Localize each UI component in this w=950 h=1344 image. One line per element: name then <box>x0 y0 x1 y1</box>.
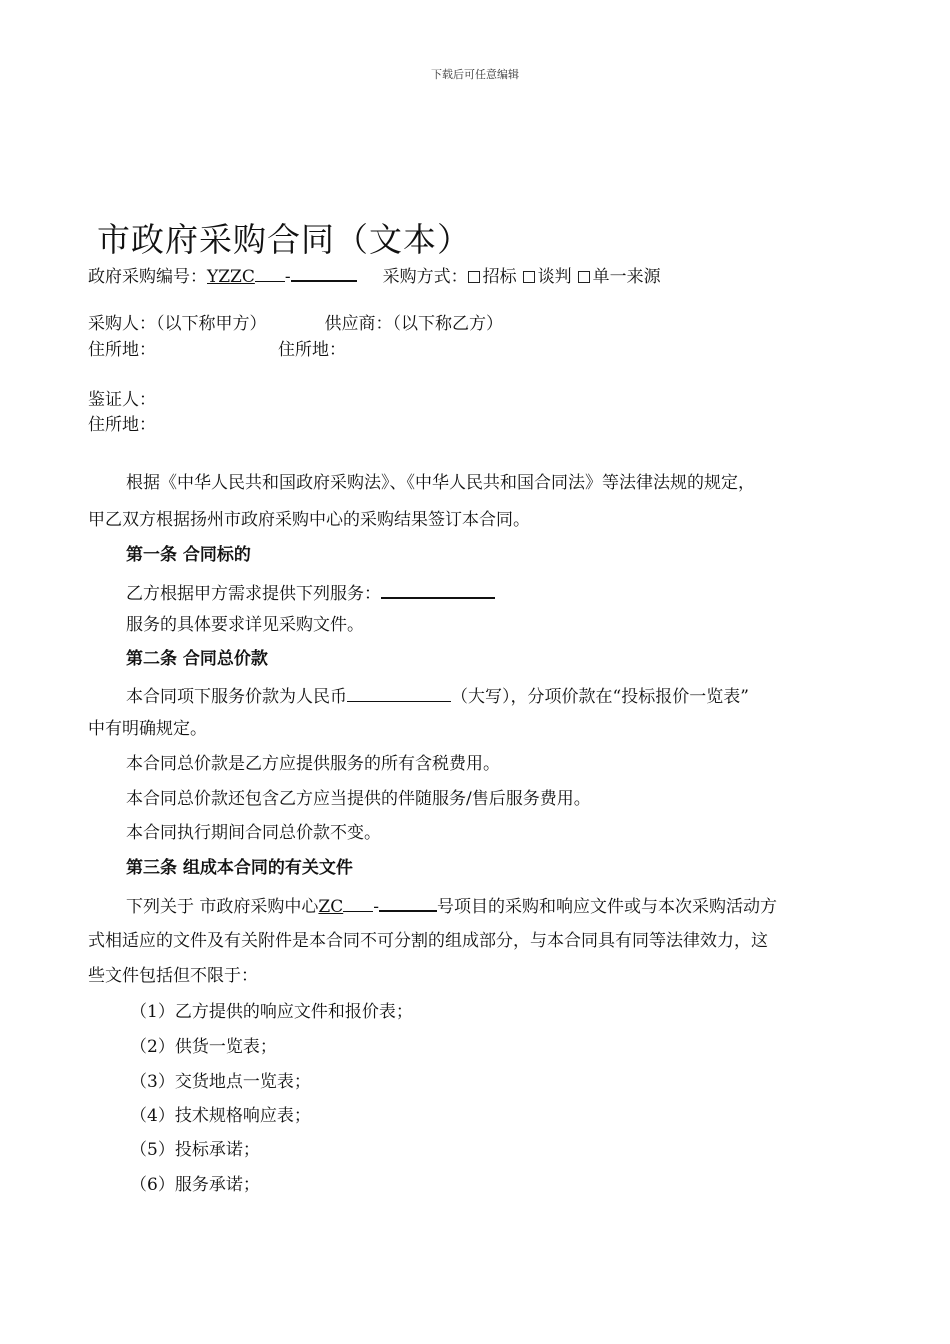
article-2-price-detail: （大写），分项价款在“投标报价一览表” <box>451 687 749 707</box>
article-1-line-2: 服务的具体要求详见采购文件。 <box>126 615 364 635</box>
list-item: （2）供货一览表； <box>130 1037 277 1057</box>
contract-title: 市政府采购合同（文本） <box>97 220 471 259</box>
witness-label: 鉴证人： <box>88 390 156 410</box>
article-3-dash: - <box>373 897 379 917</box>
checkbox-tender[interactable] <box>468 271 480 283</box>
article-3-line-3: 些文件包括但不限于： <box>88 966 258 986</box>
procurement-method-label: 采购方式： <box>382 267 468 287</box>
checkbox-single-source[interactable] <box>578 271 590 283</box>
list-item: （5）投标承诺； <box>130 1140 260 1160</box>
supplier-address-label: 住所地： <box>278 340 346 360</box>
article-3-title: 第三条 组成本合同的有关文件 <box>126 858 353 878</box>
article-2-line-1c: 中有明确规定。 <box>88 719 207 739</box>
method-single-source: 单一来源 <box>592 267 661 287</box>
article-3-code-blank-2 <box>379 892 437 912</box>
buyer-address-label: 住所地： <box>88 340 156 360</box>
article-2-line-1 <box>126 683 749 708</box>
article-3-intro-tail: 号项目的采购和响应文件或与本次采购活动方 <box>436 897 777 917</box>
article-2-title: 第二条 合同总价款 <box>126 649 268 669</box>
method-tender: 招标 <box>482 267 517 287</box>
list-item: （1）乙方提供的响应文件和报价表； <box>130 1002 413 1022</box>
list-item: （4）技术规格响应表； <box>130 1106 311 1126</box>
procurement-info-line <box>88 262 661 288</box>
buyer-label: 采购人：（以下称甲方） <box>88 314 267 334</box>
list-item: （3）交货地点一览表； <box>130 1072 311 1092</box>
article-1-title: 第一条 合同标的 <box>126 545 251 565</box>
intro-line-2: 甲乙双方根据扬州市政府采购中心的采购结果签订本合同。 <box>88 510 530 530</box>
list-item: （6）服务承诺； <box>130 1175 260 1195</box>
article-3-line-1 <box>126 892 777 918</box>
article-3-code-blank-1 <box>343 893 373 912</box>
witness-address-label: 住所地： <box>88 415 156 435</box>
address-line <box>88 339 346 361</box>
article-1-service-label: 乙方根据甲方需求提供下列服务： <box>126 584 381 604</box>
page-header-note: 下载后可任意编辑 <box>431 68 519 81</box>
method-negotiation: 谈判 <box>537 267 572 287</box>
procurement-number-blank-2 <box>291 262 357 282</box>
article-2-price-label: 本合同项下服务价款为人民币 <box>126 687 347 707</box>
article-2-line-4: 本合同执行期间合同总价款不变。 <box>126 823 381 843</box>
article-3-intro: 下列关于 市政府采购中心 <box>126 897 319 917</box>
supplier-label: 供应商：（以下称乙方） <box>324 314 503 334</box>
article-1-line-1 <box>126 579 495 605</box>
procurement-number-blank-1 <box>255 263 285 282</box>
article-3-line-2: 式相适应的文件及有关附件是本合同不可分割的组成部分，与本合同具有同等法律效力，这 <box>88 931 768 951</box>
intro-line-1: 根据《中华人民共和国政府采购法》、《中华人民共和国合同法》等法律法规的规定， <box>126 473 755 493</box>
checkbox-negotiation[interactable] <box>523 271 535 283</box>
article-2-line-3: 本合同总价款还包含乙方应当提供的伴随服务/售后服务费用。 <box>126 789 591 809</box>
article-2-line-2: 本合同总价款是乙方应提供服务的所有含税费用。 <box>126 754 500 774</box>
procurement-number-dash: - <box>284 267 291 287</box>
parties-line <box>88 313 503 335</box>
procurement-number-prefix: YZZC <box>207 267 255 287</box>
article-1-service-blank <box>381 579 495 599</box>
procurement-number-label: 政府采购编号： <box>88 267 207 287</box>
article-3-code: ZC <box>318 897 344 917</box>
article-2-price-blank <box>347 683 451 702</box>
